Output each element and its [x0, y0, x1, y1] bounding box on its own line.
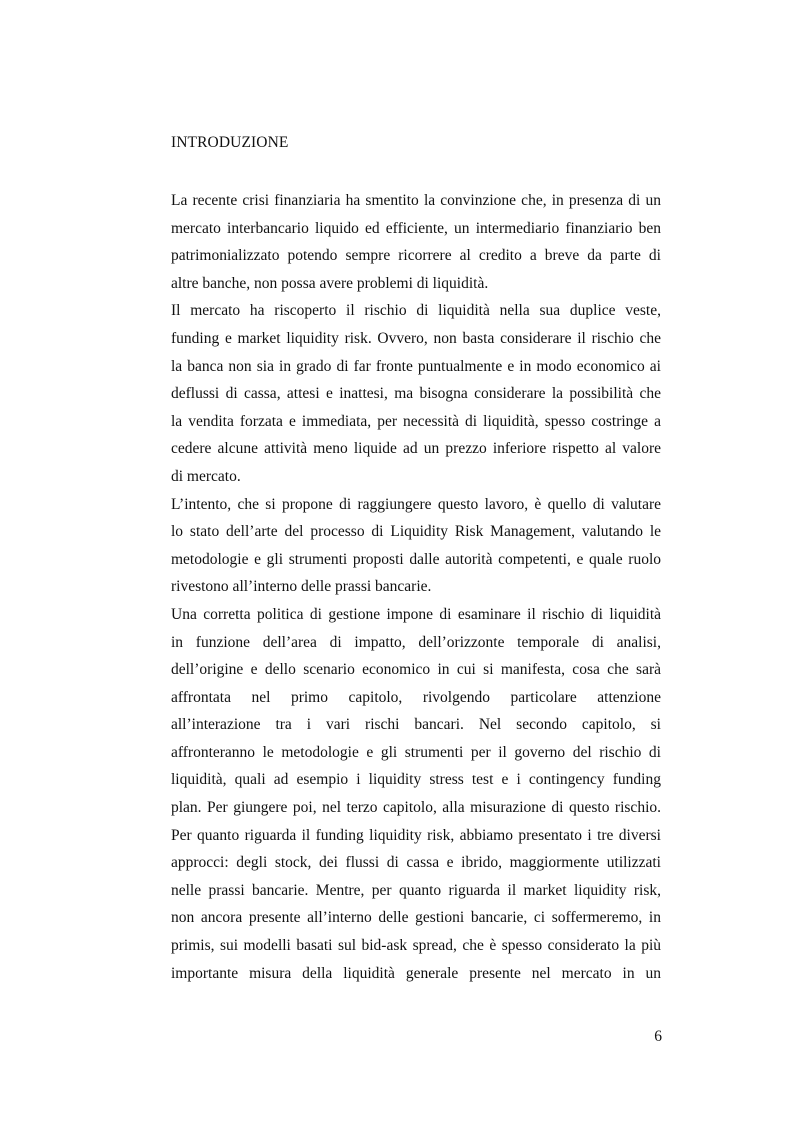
text-line: rivestono all’interno delle prassi bancarie.: [171, 578, 432, 596]
text-line: patrimonializzato potendo sempre ricorrere al credito a breve da parte di: [171, 247, 661, 265]
text-line: non ancora presente all’interno delle gestioni bancarie, ci soffermeremo, in: [171, 909, 661, 927]
text-line: in funzione dell’area di impatto, dell’orizzonte temporale di analisi,: [171, 633, 661, 651]
text-line: nelle prassi bancarie. Mentre, per quanto riguarda il market liquidity risk,: [171, 881, 661, 899]
text-line: liquidità, quali ad esempio i liquidity stress test e i contingency funding: [171, 771, 661, 789]
text-line: primis, sui modelli basati sul bid-ask spread, che è spesso considerato la più: [171, 937, 661, 955]
page-number: 6: [654, 1028, 662, 1045]
text-line: altre banche, non possa avere problemi di liquidità.: [171, 274, 489, 292]
text-line: all’interazione tra i vari rischi bancari. Nel secondo capitolo, si: [171, 716, 661, 734]
text-line: approcci: degli stock, dei flussi di cassa e ibrido, maggiormente utilizzati: [171, 854, 661, 872]
text-line: di mercato.: [171, 467, 241, 485]
text-line: la banca non sia in grado di far fronte puntualmente e in modo economico ai: [171, 357, 661, 375]
section-heading: INTRODUZIONE: [171, 134, 289, 151]
text-line: affronteranno le metodologie e gli strumenti per il governo del rischio di: [171, 743, 661, 761]
body-text: [171, 187, 661, 987]
text-line: la vendita forzata e immediata, per necessità di liquidità, spesso costringe a: [171, 412, 661, 430]
text-line: Il mercato ha riscoperto il rischio di liquidità nella sua duplice veste,: [171, 302, 661, 320]
text-line: Una corretta politica di gestione impone di esaminare il rischio di liquidità: [171, 605, 661, 623]
text-line: plan. Per giungere poi, nel terzo capitolo, alla misurazione di questo rischio.: [171, 799, 661, 817]
text-line: La recente crisi finanziaria ha smentito la convinzione che, in presenza di un: [171, 192, 661, 209]
text-line: deflussi di cassa, attesi e inattesi, ma bisogna considerare la possibilità che: [171, 385, 661, 403]
text-line: L’intento, che si propone di raggiungere questo lavoro, è quello di valutare: [171, 495, 661, 513]
text-line: dell’origine e dello scenario economico in cui si manifesta, cosa che sarà: [171, 661, 661, 679]
text-line: affrontata nel primo capitolo, rivolgendo particolare attenzione: [171, 688, 661, 706]
text-line: metodologie e gli strumenti proposti dalle autorità competenti, e quale ruolo: [171, 550, 661, 568]
text-line: importante misura della liquidità generale presente nel mercato in un: [171, 964, 661, 982]
text-line: funding e market liquidity risk. Ovvero, non basta considerare il rischio che: [171, 329, 661, 347]
text-line: cedere alcune attività meno liquide ad un prezzo inferiore rispetto al valore: [171, 440, 661, 458]
text-line: Per quanto riguarda il funding liquidity risk, abbiamo presentato i tre diversi: [171, 826, 661, 844]
text-line: mercato interbancario liquido ed efficiente, un intermediario finanziario ben: [171, 219, 661, 237]
text-line: lo stato dell’arte del processo di Liquidity Risk Management, valutando le: [171, 523, 661, 541]
